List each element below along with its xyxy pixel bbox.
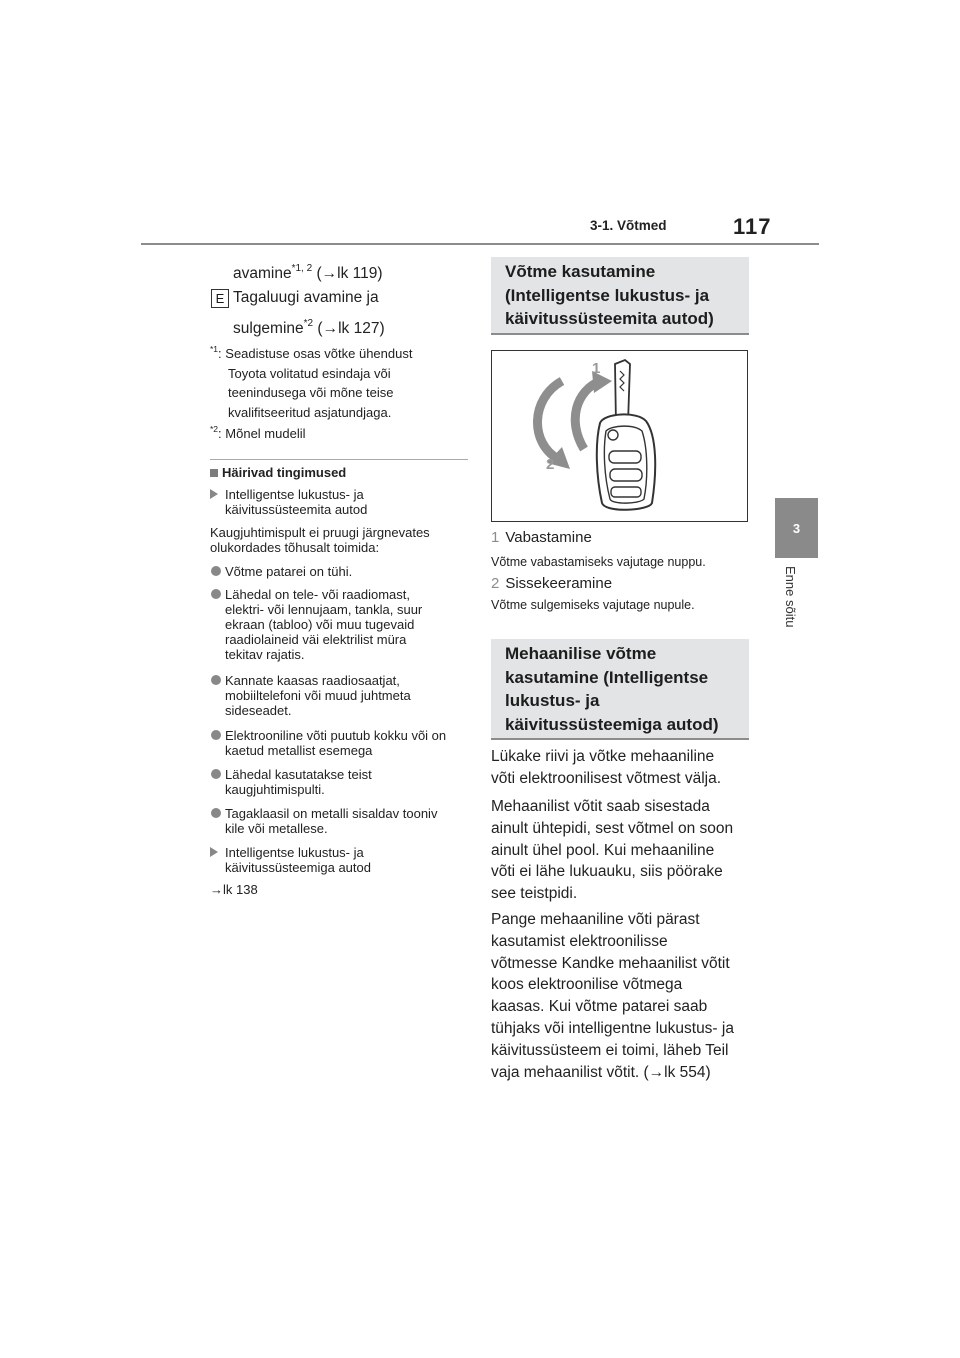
list-item: Lähedal on tele- või raadiomast, elektri- või lennujaam, tankla, suur ekraan (tabloo) või muu tugevaid raadiolaineid väi elektrilist müra tekitav rajatis. [210, 587, 472, 662]
release-button-icon [608, 430, 618, 440]
page-number: 117 [733, 214, 772, 239]
list-item: Tagaklaasil on metalli sisaldav tooniv kile või metallese. [210, 806, 472, 836]
step-1-desc: Võtme vabastamiseks vajutage nuppu. [491, 555, 706, 569]
subheading-without-system: Intelligentse lukustus- ja käivitussüsteemita autod [210, 487, 367, 517]
intro-paragraph: Kaugjuhtimispult ei pruugi järgnevates olukordades tõhusalt toimida: [210, 525, 430, 555]
section-header: 3-1. Võtmed [590, 218, 667, 233]
chapter-title: Enne sõitu [783, 566, 798, 628]
square-bullet-icon [210, 469, 218, 477]
circle-bullet-icon [211, 675, 221, 685]
circle-bullet-icon [211, 808, 221, 818]
arrow-2-icon [537, 381, 562, 459]
key-figure [491, 350, 748, 522]
list-item: Lähedal kasutatakse teist kaugjuhtimispulti. [210, 767, 472, 797]
circle-bullet-icon [211, 769, 221, 779]
step-2: 2 Sissekeeramine [491, 575, 613, 592]
item-e-line2: sulgemine$^{*2}$ (→lk 127) [233, 318, 385, 337]
flip-key-illustration [492, 351, 747, 521]
step-2-desc: Võtme sulgemiseks vajutage nupule. [491, 598, 695, 612]
triangle-bullet-icon [210, 489, 218, 499]
footnote-2: $^{*2}$: Mõnel mudelil [210, 424, 306, 441]
circle-bullet-icon [211, 589, 221, 599]
step-1: 1 Vabastamine [491, 529, 592, 546]
triangle-bullet-icon [210, 847, 218, 857]
list-item: Võtme patarei on tühi. [210, 564, 472, 579]
circle-bullet-icon [211, 566, 221, 576]
item-d-cont: avamine$^{*1, 2}$ (→lk 119) [233, 263, 383, 282]
section-divider [210, 459, 468, 460]
chapter-tab[interactable]: 3 [775, 498, 818, 558]
marker-e: E [211, 289, 229, 308]
paragraph-1: Lükake riivi ja võtke mehaaniline võti elektroonilisest võtmest välja. [491, 748, 722, 787]
list-item: Elektrooniline võti puutub kokku või on kaetud metallist esemega [210, 728, 472, 758]
header-rule [141, 243, 819, 245]
item-e-line1: Tagaluugi avamine ja [233, 289, 379, 306]
svg-text:2: 2 [546, 456, 555, 473]
paragraph-2: Mehaanilist võtit saab sisestada ainult ühtepidi, sest võtmel on soon ainult ühel pool. Kui mehaaniline võti ei lähe lukuauku, siis pöörake see teistpidi. [491, 798, 734, 903]
subheading-with-system: Intelligentse lukustus- ja käivitussüsteemiga autod [210, 845, 371, 875]
footnote-1: $^{*1}$: Seadistuse osas võtke ühendust Toyota volitatud esindaja või teenindusega või mõne teise kvalifitseeritud asjatundjaga. [210, 344, 413, 420]
section-title: Häirivad tingimused [210, 465, 346, 480]
page-reference: →lk 138 [210, 882, 258, 897]
svg-text:1: 1 [592, 360, 601, 377]
section-box-mechanical-key: Mehaanilise võtme kasutamine (Intelligentse lukustus- ja käivitussüsteemiga autod) [491, 639, 749, 740]
list-item: Kannate kaasas raadiosaatjat, mobiiltelefoni või muud juhtmeta sideseadet. [210, 673, 472, 718]
section-box-key-usage: Võtme kasutamine (Intelligentse lukustus- ja käivitussüsteemita autod) [491, 257, 749, 335]
circle-bullet-icon [211, 730, 221, 740]
paragraph-3: Pange mehaaniline võti pärast kasutamist elektroonilisse võtmesse Kandke mehaanilist võtit koos elektroonilise võtmega kaasas. Kui võtme patarei saab tühjaks või intelligentne lukustus- ja käivitussüsteem ei toimi, läheb Teil vaja mehaanilist võtit. (→lk 554) [491, 911, 734, 1081]
